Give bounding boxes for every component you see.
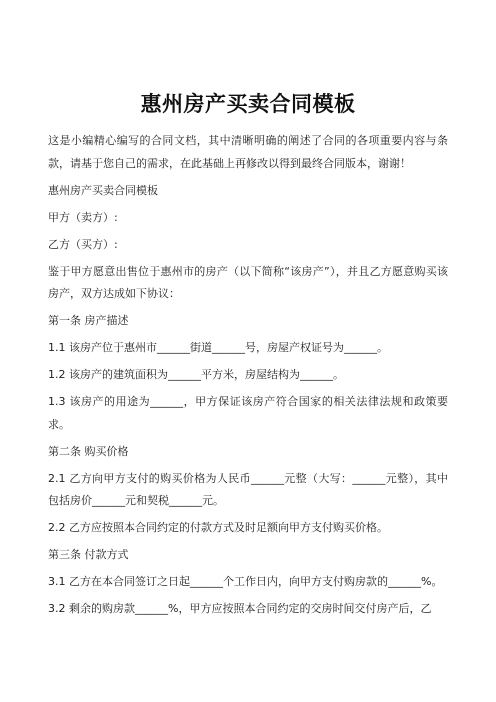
clause-1-1: 1.1 该房产位于惠州市______街道______号，房屋产权证号为______。	[48, 341, 388, 354]
clause-3-1: 3.1 乙方在本合同签订之日起______个工作日内，向甲方支付购房款的______%。	[48, 575, 443, 588]
clause-1-2: 1.2 该房产的建筑面积为______平方米，房屋结构为______。	[48, 368, 344, 381]
clause-1-3: 1.3 该房产的用途为______，甲方保证该房产符合国家的相关法律法规和政策要求。	[48, 395, 448, 431]
clause-2-1: 2.1 乙方向甲方支付的购买价格为人民币______元整（大写：______元整），其中包括房价______元和契税______元。	[48, 471, 448, 507]
clause-2-2: 2.2 乙方应按照本合同约定的付款方式及时足额向甲方支付购买价格。	[48, 521, 388, 534]
article-2-heading: 第二条 购买价格	[48, 444, 129, 458]
article-1-heading: 第一条 房产描述	[48, 314, 129, 327]
subtitle-line: 惠州房产买卖合同模板	[48, 183, 158, 197]
party-a-line: 甲方（卖方）:	[48, 210, 118, 224]
party-b-line: 乙方（买方）:	[48, 237, 118, 251]
preamble-paragraph: 鉴于甲方愿意出售位于惠州市的房产（以下简称“该房产”），并且乙方愿意购买该房产，双方达成如下协议：	[48, 264, 448, 300]
clause-3-2: 3.2 剩余的购房款______%，甲方应按照本合同约定的交房时间交付房产后，乙	[48, 602, 432, 615]
document-title: 惠州房产买卖合同模板	[140, 92, 356, 116]
article-3-heading: 第三条 付款方式	[48, 548, 129, 561]
intro-paragraph: 这是小编精心编写的合同文档，其中清晰明确的阐述了合同的各项重要内容与条款，请基于您自己的需求，在此基础上再修改以得到最终合同版本，谢谢！	[48, 134, 448, 170]
